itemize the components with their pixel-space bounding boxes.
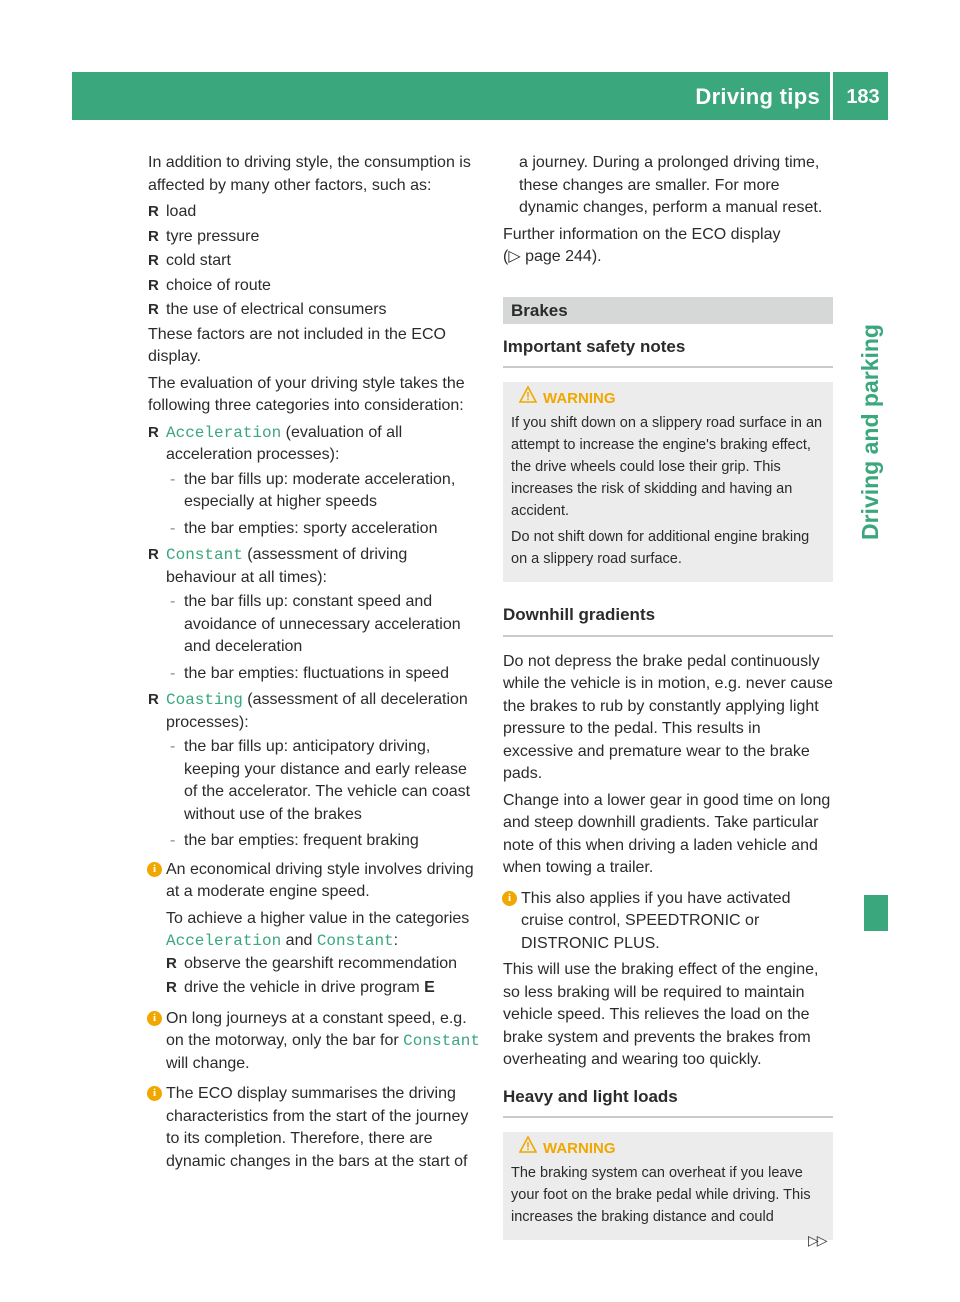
list-item: R tyre pressure: [148, 226, 480, 249]
info-note: i The ECO display summarises the driving characteristics from the start of the journey to its completion. Therefore, there are dynamic changes in the bars at the start of: [148, 1083, 480, 1173]
header-separator: [830, 72, 833, 120]
not-included-text: These factors are not included in the ECO display.: [148, 325, 446, 365]
display-term: Constant: [316, 932, 394, 950]
list-item: R drive the vehicle in drive program E: [166, 977, 480, 1000]
bullet-icon: R: [148, 227, 159, 245]
page-number: 183: [846, 86, 880, 108]
chapter-tab-label: Driving and parking: [857, 324, 883, 540]
list-item: R load: [148, 201, 480, 224]
dash-icon: -: [170, 738, 176, 755]
bullet-icon: R: [148, 252, 159, 269]
info-note: i On long journeys at a constant speed, e.g. on the motorway, only the bar for Constant will change.: [148, 1008, 480, 1076]
left-column: [148, 152, 480, 1177]
bullet-icon: R: [148, 203, 159, 220]
category-constant: R Constant (assessment of driving behaviour at all times):: [148, 546, 408, 586]
warning-box: WARNING If you shift down on a slippery road surface in an attempt to increase the engine's braking effect, the drive wheels could lose their grip. This increases the risk of skidding and having an accident. Do not shift down for additional engine braking on a slippery road surface.: [503, 382, 833, 582]
bullet-icon: R: [148, 276, 159, 294]
section-heading: Brakes: [503, 297, 833, 324]
list-item: - the bar fills up: constant speed and avoidance of unnecessary acceleration and deceleration: [170, 593, 461, 655]
warning-title: WARNING: [543, 1140, 616, 1157]
list-item: - the bar empties: sporty acceleration: [166, 518, 480, 541]
bullet-icon: R: [166, 954, 177, 972]
warning-box: WARNING The braking system can overheat if you leave your foot on the brake pedal while driving. This increases the braking distance and could: [503, 1132, 833, 1240]
list-item: - the bar fills up: moderate acceleration, especially at higher speeds: [170, 470, 456, 510]
evaluation-text: The evaluation of your driving style takes the following three categories into consideration:: [148, 374, 465, 414]
bullet-icon: R: [148, 691, 159, 708]
list-item: R choice of route: [148, 275, 480, 298]
intro-text: In addition to driving style, the consumption is affected by many other factors, such as:: [148, 154, 471, 194]
list-item: R observe the gearshift recommendation: [166, 953, 480, 976]
display-term: Constant: [166, 546, 243, 564]
display-term: Acceleration: [166, 423, 282, 442]
display-term: Constant: [403, 1032, 480, 1050]
subheading-safety: Important safety notes: [503, 336, 833, 369]
display-term: Coasting: [166, 691, 243, 709]
info-note: i This also applies if you have activated cruise control, SPEEDTRONIC or DISTRONIC PLUS.: [503, 888, 833, 956]
category-coasting: R Coasting (assessment of all deceleration processes):: [148, 691, 468, 731]
info-icon: i: [147, 1011, 162, 1026]
continue-arrow-icon: ▷▷: [808, 1232, 826, 1248]
list-item: R cold start: [148, 250, 480, 273]
bullet-icon: R: [148, 301, 159, 318]
dash-icon: -: [170, 519, 176, 537]
list-item: - the bar fills up: anticipatory driving, keeping your distance and early release of the accelerator. The vehicle can coast without use of the brakes: [170, 738, 471, 823]
info-icon: i: [147, 1086, 162, 1101]
bullet-icon: R: [148, 423, 159, 441]
further-info: Further information on the ECO display (▷ page 244).: [503, 225, 781, 265]
chapter-tab: [850, 250, 890, 540]
dash-icon: -: [170, 832, 176, 849]
list-item: - the bar empties: frequent braking: [166, 830, 480, 853]
info-note: i An economical driving style involves driving at a moderate engine speed. To achieve a higher value in the categories Acceleration and Constant: R observe the gearshift recommendation R drive the vehicle in drive program E: [148, 859, 480, 1000]
display-term: Acceleration: [166, 932, 282, 950]
page-reference: (▷ page 244).: [503, 248, 602, 265]
dash-icon: -: [170, 593, 176, 610]
warning-icon: [519, 386, 537, 404]
list-item: - the bar empties: fluctuations in speed: [166, 663, 480, 686]
list-item: R the use of electrical consumers: [148, 299, 480, 322]
bullet-icon: R: [148, 546, 159, 563]
warning-title: WARNING: [543, 390, 616, 407]
bullet-icon: R: [166, 979, 177, 996]
page-title: Driving tips: [695, 84, 820, 109]
right-column: a journey. During a prolonged driving time, these changes are smaller. For more dynamic changes, perform a manual reset. Further information on the ECO display (▷ page 244). Brakes Important safety notes WARNING If you shift down on a slippery road surface in an attempt to increase the engine's braking effect, the drive wheels could lose their grip. This increases the risk of skidding and having an accident. Do not shift down for additional engine braking on a slippery road surface. Downhill gradients Do not depress the brake pedal continuously while the vehicle is in motion, e.g. never cause the brakes to rub by constantly applying light pressure to the pedal. This results in excessive and premature wear to the brake pads. Change into a lower gear in good time on long and steep downhill gradients. Take particular note of this when driving a laden vehicle and when towing a trailer. i This also applies if you have activated cruise control, SPEEDTRONIC or DISTRONIC PLUS. This will use the braking effect of the engine, so less braking will be required to maintain vehicle speed. This relieves the load on the brake system and prevents the brakes from overheating and wearing too quickly. Heavy and light loads WARNING The braking system can overheat if you leave your foot on the brake pedal while driving. This increases the braking distance and could: [503, 152, 833, 1262]
info-icon: i: [147, 862, 162, 877]
chapter-marker: [864, 895, 888, 931]
info-icon: i: [502, 891, 517, 906]
subheading-loads: Heavy and light loads: [503, 1086, 833, 1119]
dash-icon: -: [170, 664, 176, 682]
subheading-downhill: Downhill gradients: [503, 604, 833, 637]
warning-icon: [519, 1136, 537, 1154]
dash-icon: -: [170, 470, 176, 488]
category-acceleration: R Acceleration (evaluation of all acceleration processes):: [148, 423, 403, 463]
continued-text: a journey. During a prolonged driving time, these changes are smaller. For more dynamic changes, perform a manual reset.: [519, 154, 823, 216]
